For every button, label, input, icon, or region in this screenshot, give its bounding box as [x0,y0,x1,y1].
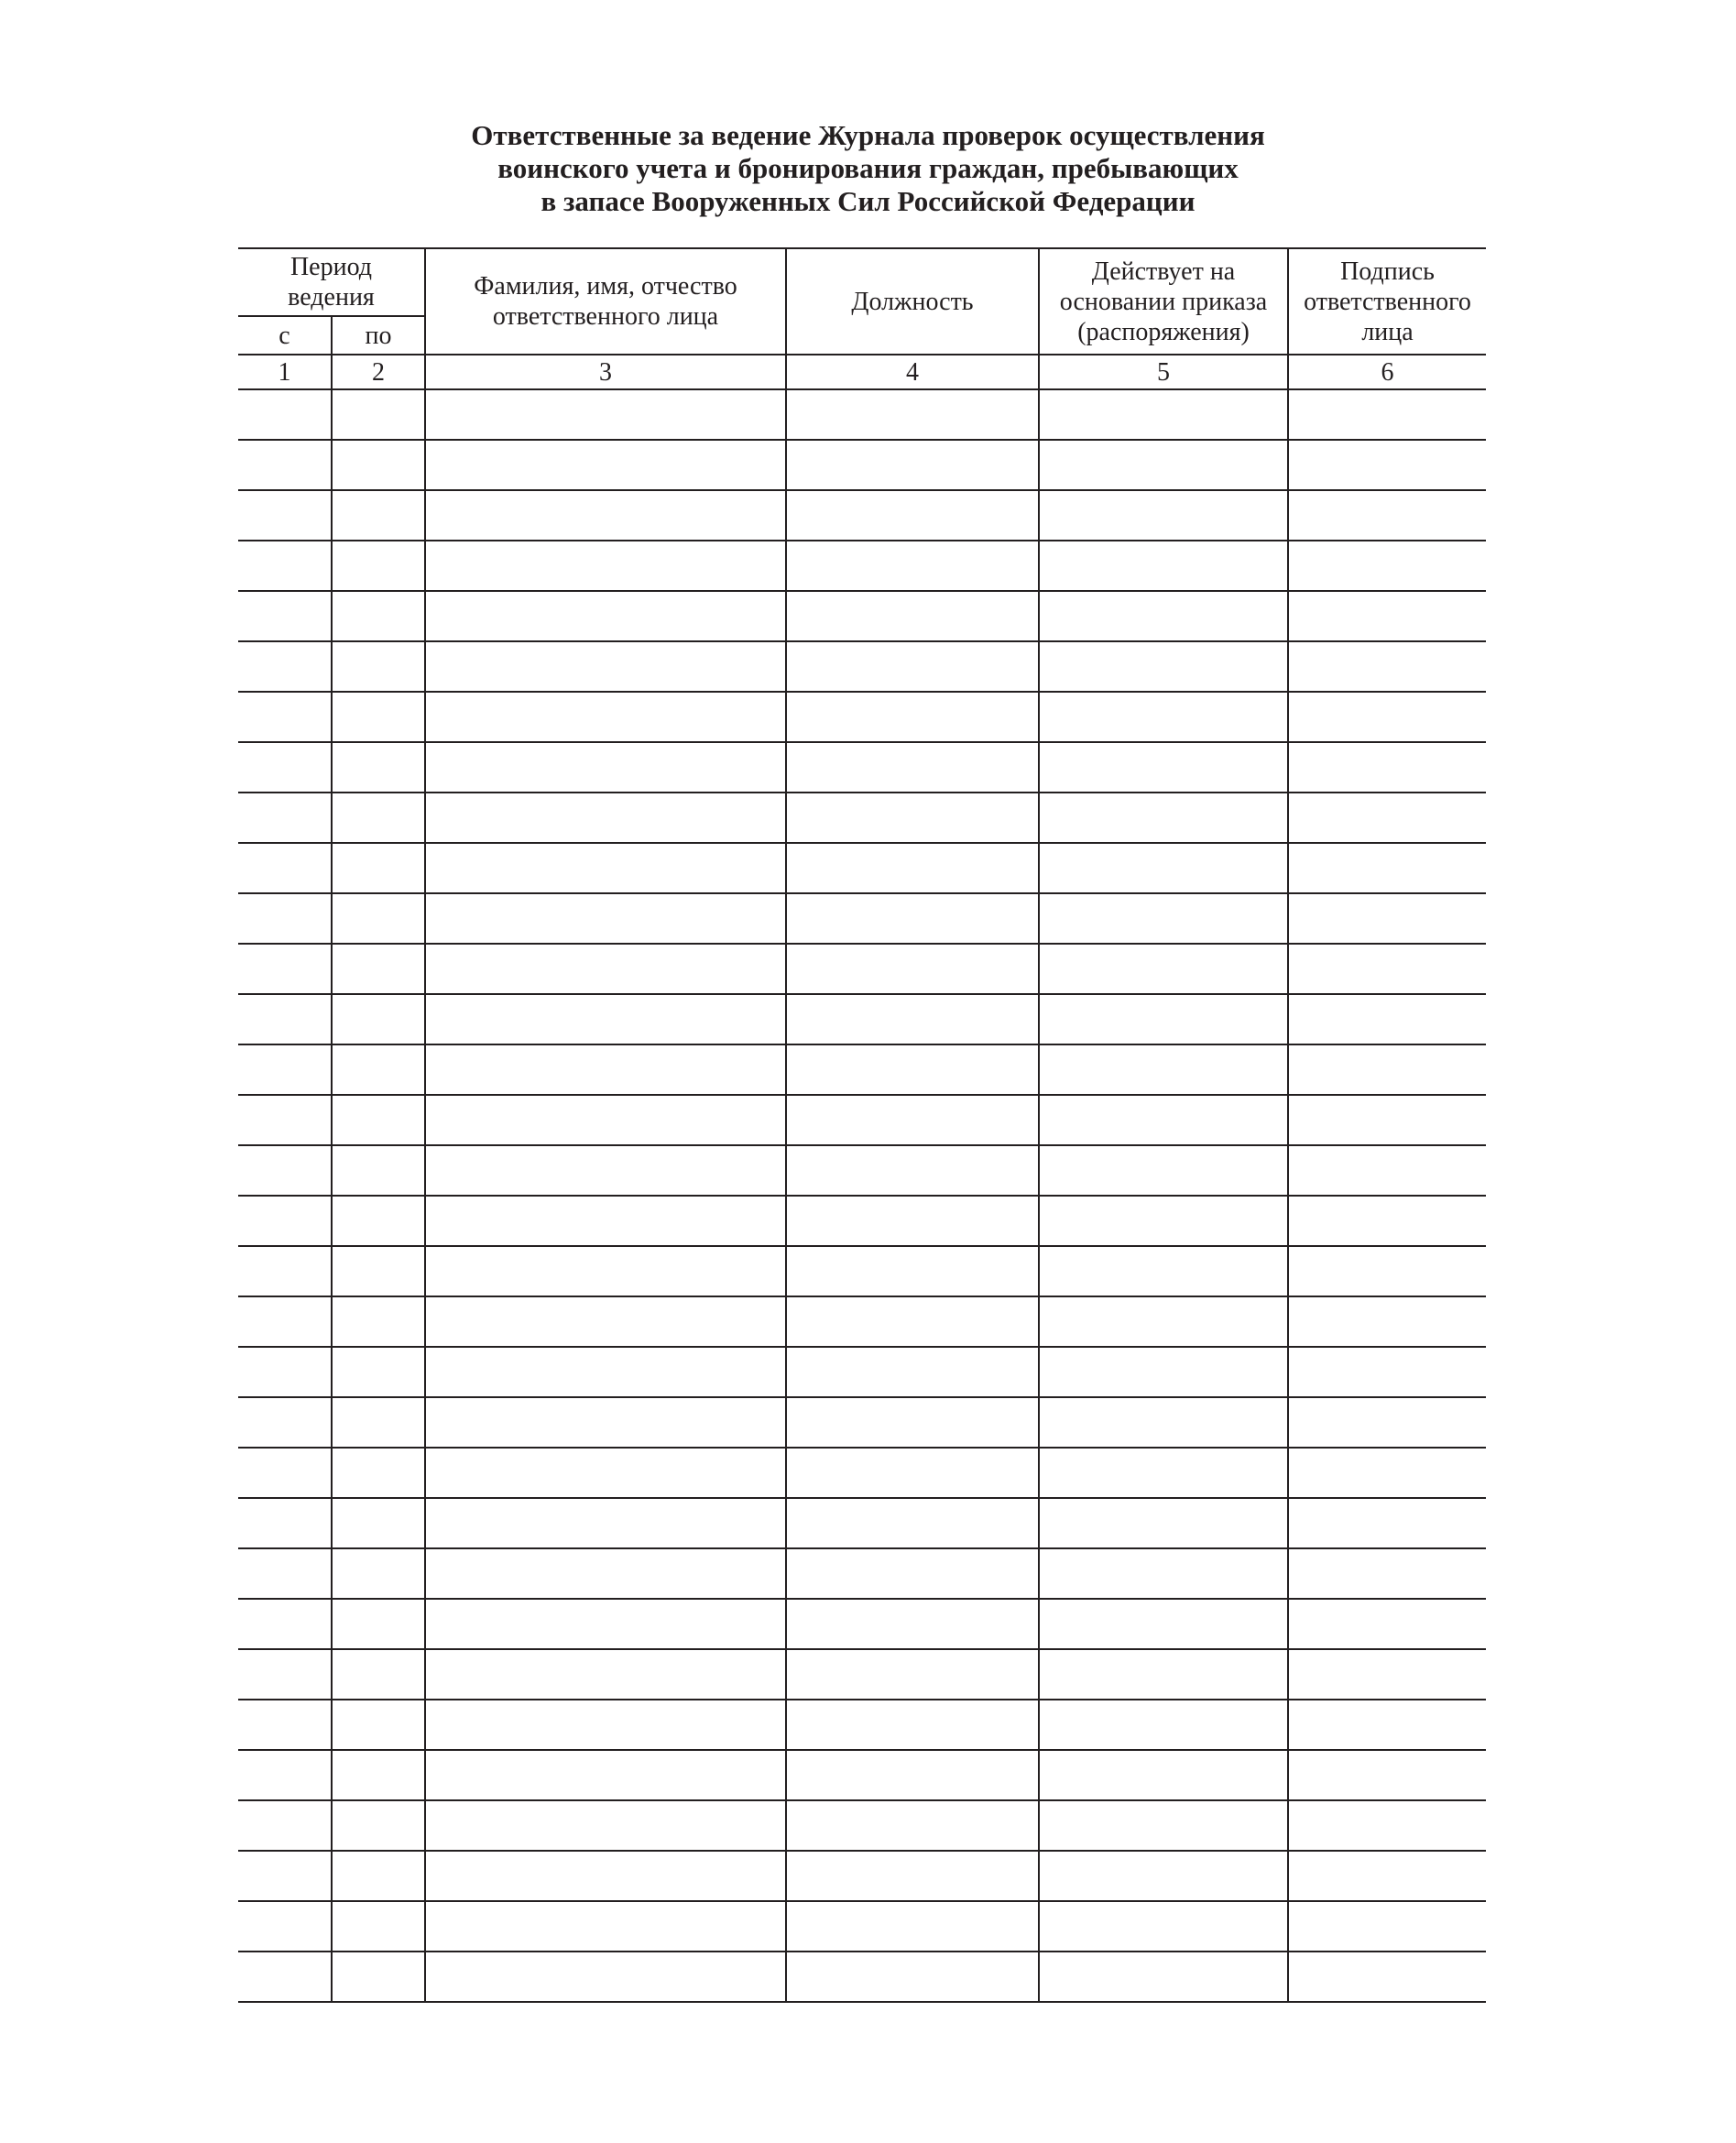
table-row [238,1246,1486,1296]
header-from: с [238,316,332,355]
position-cell [786,641,1039,692]
from-cell [238,692,332,742]
position-cell [786,440,1039,490]
position-cell [786,389,1039,440]
signature-cell [1288,1700,1486,1750]
basis-cell [1039,793,1288,843]
to-cell [332,692,425,742]
basis-cell [1039,944,1288,994]
signature-cell [1288,591,1486,641]
position-cell [786,490,1039,541]
to-cell [332,793,425,843]
table-row [238,742,1486,793]
name-cell [425,793,786,843]
table-row [238,1044,1486,1095]
from-cell [238,1498,332,1548]
position-cell [786,1448,1039,1498]
name-cell [425,1700,786,1750]
name-cell [425,1498,786,1548]
header-signature-label: Подпись ответственного лица [1304,257,1471,346]
signature-cell [1288,692,1486,742]
signature-cell [1288,1196,1486,1246]
header-to: по [332,316,425,355]
basis-cell [1039,1952,1288,2002]
basis-cell [1039,440,1288,490]
to-cell [332,1246,425,1296]
header-period [238,248,425,316]
basis-cell [1039,692,1288,742]
name-cell [425,1095,786,1145]
table-row [238,541,1486,591]
to-cell [332,490,425,541]
from-cell [238,1246,332,1296]
title-line-3: в запасе Вооруженных Сил Российской Федерации [540,185,1196,217]
name-cell [425,541,786,591]
to-cell [332,944,425,994]
signature-cell [1288,1448,1486,1498]
to-cell [332,843,425,893]
signature-cell [1288,440,1486,490]
signature-cell [1288,944,1486,994]
position-cell [786,793,1039,843]
to-cell [332,1649,425,1700]
table-row [238,1901,1486,1952]
from-cell [238,1448,332,1498]
from-cell [238,893,332,944]
from-cell [238,1800,332,1851]
from-cell [238,793,332,843]
to-cell [332,893,425,944]
name-cell [425,1901,786,1952]
table-body [238,389,1486,2002]
from-cell [238,541,332,591]
basis-cell [1039,1599,1288,1649]
basis-cell [1039,591,1288,641]
to-cell [332,1599,425,1649]
signature-cell [1288,843,1486,893]
to-cell [332,1952,425,2002]
to-cell [332,1145,425,1196]
basis-cell [1039,1800,1288,1851]
from-cell [238,742,332,793]
to-cell [332,1851,425,1901]
basis-cell [1039,1750,1288,1800]
name-cell [425,1750,786,1800]
from-cell [238,1599,332,1649]
basis-cell [1039,1095,1288,1145]
from-cell [238,1901,332,1952]
column-number-6: 6 [1288,355,1486,389]
position-cell [786,1397,1039,1448]
position-cell [786,742,1039,793]
position-cell [786,1599,1039,1649]
header-position-label: Должность [851,287,974,316]
basis-cell [1039,1548,1288,1599]
from-cell [238,1095,332,1145]
from-cell [238,1649,332,1700]
table-row [238,1750,1486,1800]
table-row [238,1296,1486,1347]
to-cell [332,1347,425,1397]
from-cell [238,440,332,490]
header-period-label: Период ведения [288,253,375,312]
signature-cell [1288,1246,1486,1296]
name-cell [425,1044,786,1095]
to-cell [332,1095,425,1145]
table-row [238,944,1486,994]
signature-cell [1288,1296,1486,1347]
table-row [238,893,1486,944]
table-row [238,440,1486,490]
table-row [238,490,1486,541]
from-cell [238,944,332,994]
table-row [238,1851,1486,1901]
from-cell [238,843,332,893]
basis-cell [1039,1196,1288,1246]
to-cell [332,591,425,641]
header-basis-label: Действует на основании приказа (распоряжения) [1059,257,1268,346]
table-row [238,793,1486,843]
position-cell [786,692,1039,742]
name-cell [425,1347,786,1397]
basis-cell [1039,1649,1288,1700]
from-cell [238,591,332,641]
from-cell [238,1347,332,1397]
basis-cell [1039,994,1288,1044]
basis-cell [1039,641,1288,692]
position-cell [786,1044,1039,1095]
basis-cell [1039,1397,1288,1448]
position-cell [786,1296,1039,1347]
page-title [0,119,1736,218]
to-cell [332,641,425,692]
title-line-1: Ответственные за ведение Журнала проверок осуществления [471,119,1265,151]
from-cell [238,1196,332,1246]
table-row [238,1095,1486,1145]
name-cell [425,893,786,944]
position-cell [786,1952,1039,2002]
to-cell [332,1397,425,1448]
table-row [238,1397,1486,1448]
signature-cell [1288,1901,1486,1952]
name-cell [425,641,786,692]
signature-cell [1288,490,1486,541]
name-cell [425,1145,786,1196]
basis-cell [1039,843,1288,893]
basis-cell [1039,1145,1288,1196]
basis-cell [1039,1044,1288,1095]
table-row [238,1952,1486,2002]
table-row [238,1448,1486,1498]
basis-cell [1039,1296,1288,1347]
position-cell [786,1750,1039,1800]
from-cell [238,641,332,692]
position-cell [786,1246,1039,1296]
table-row [238,1548,1486,1599]
name-cell [425,1800,786,1851]
basis-cell [1039,1700,1288,1750]
table-row [238,1700,1486,1750]
to-cell [332,1750,425,1800]
position-cell [786,893,1039,944]
name-cell [425,1397,786,1448]
position-cell [786,843,1039,893]
table-row [238,692,1486,742]
position-cell [786,1498,1039,1548]
name-cell [425,490,786,541]
from-cell [238,1548,332,1599]
table-row [238,1196,1486,1246]
signature-cell [1288,1800,1486,1851]
position-cell [786,591,1039,641]
signature-cell [1288,793,1486,843]
signature-cell [1288,1145,1486,1196]
name-cell [425,1246,786,1296]
position-cell [786,1649,1039,1700]
from-cell [238,1750,332,1800]
name-cell [425,692,786,742]
table-row [238,1498,1486,1548]
from-cell [238,1397,332,1448]
from-cell [238,389,332,440]
signature-cell [1288,1397,1486,1448]
signature-cell [1288,389,1486,440]
table-row [238,843,1486,893]
table-row [238,994,1486,1044]
signature-cell [1288,994,1486,1044]
position-cell [786,1095,1039,1145]
position-cell [786,1196,1039,1246]
name-cell [425,1599,786,1649]
name-cell [425,1196,786,1246]
name-cell [425,1952,786,2002]
from-cell [238,1145,332,1196]
to-cell [332,742,425,793]
name-cell [425,1548,786,1599]
from-cell [238,490,332,541]
basis-cell [1039,742,1288,793]
name-cell [425,1448,786,1498]
from-cell [238,1296,332,1347]
to-cell [332,1044,425,1095]
title-line-2: воинского учета и бронирования граждан, пребывающих [497,152,1239,184]
signature-cell [1288,1599,1486,1649]
name-cell [425,1851,786,1901]
from-cell [238,1952,332,2002]
column-number-3: 3 [425,355,786,389]
to-cell [332,1448,425,1498]
from-cell [238,1700,332,1750]
position-cell [786,944,1039,994]
name-cell [425,742,786,793]
position-cell [786,1347,1039,1397]
basis-cell [1039,1246,1288,1296]
header-signature [1288,248,1486,355]
table-row [238,1800,1486,1851]
signature-cell [1288,1548,1486,1599]
header-position [786,248,1039,355]
column-number-1: 1 [238,355,332,389]
basis-cell [1039,1851,1288,1901]
table-row [238,1649,1486,1700]
name-cell [425,1649,786,1700]
to-cell [332,389,425,440]
basis-cell [1039,541,1288,591]
column-number-5: 5 [1039,355,1288,389]
name-cell [425,440,786,490]
to-cell [332,1498,425,1548]
basis-cell [1039,389,1288,440]
header-name-label: Фамилия, имя, отчество ответственного лица [474,272,737,331]
name-cell [425,994,786,1044]
table-row [238,591,1486,641]
position-cell [786,1851,1039,1901]
header-name [425,248,786,355]
from-cell [238,1851,332,1901]
signature-cell [1288,641,1486,692]
table-row [238,389,1486,440]
signature-cell [1288,1952,1486,2002]
to-cell [332,440,425,490]
header-basis [1039,248,1288,355]
signature-cell [1288,541,1486,591]
table-row [238,1599,1486,1649]
basis-cell [1039,1347,1288,1397]
table-row [238,1145,1486,1196]
to-cell [332,1296,425,1347]
to-cell [332,1901,425,1952]
signature-cell [1288,1750,1486,1800]
column-number-2: 2 [332,355,425,389]
signature-cell [1288,1649,1486,1700]
name-cell [425,944,786,994]
signature-cell [1288,1347,1486,1397]
to-cell [332,1548,425,1599]
signature-cell [1288,1095,1486,1145]
to-cell [332,1800,425,1851]
signature-cell [1288,1851,1486,1901]
from-cell [238,994,332,1044]
position-cell [786,1700,1039,1750]
to-cell [332,994,425,1044]
basis-cell [1039,1901,1288,1952]
basis-cell [1039,893,1288,944]
name-cell [425,843,786,893]
signature-cell [1288,1498,1486,1548]
table-row [238,1347,1486,1397]
name-cell [425,1296,786,1347]
column-number-4: 4 [786,355,1039,389]
position-cell [786,1800,1039,1851]
position-cell [786,1901,1039,1952]
position-cell [786,1548,1039,1599]
table-row [238,641,1486,692]
from-cell [238,1044,332,1095]
signature-cell [1288,1044,1486,1095]
to-cell [332,541,425,591]
position-cell [786,1145,1039,1196]
basis-cell [1039,490,1288,541]
position-cell [786,994,1039,1044]
responsible-persons-table [238,247,1486,2003]
basis-cell [1039,1448,1288,1498]
basis-cell [1039,1498,1288,1548]
to-cell [332,1700,425,1750]
name-cell [425,591,786,641]
position-cell [786,541,1039,591]
name-cell [425,389,786,440]
to-cell [332,1196,425,1246]
signature-cell [1288,893,1486,944]
signature-cell [1288,742,1486,793]
